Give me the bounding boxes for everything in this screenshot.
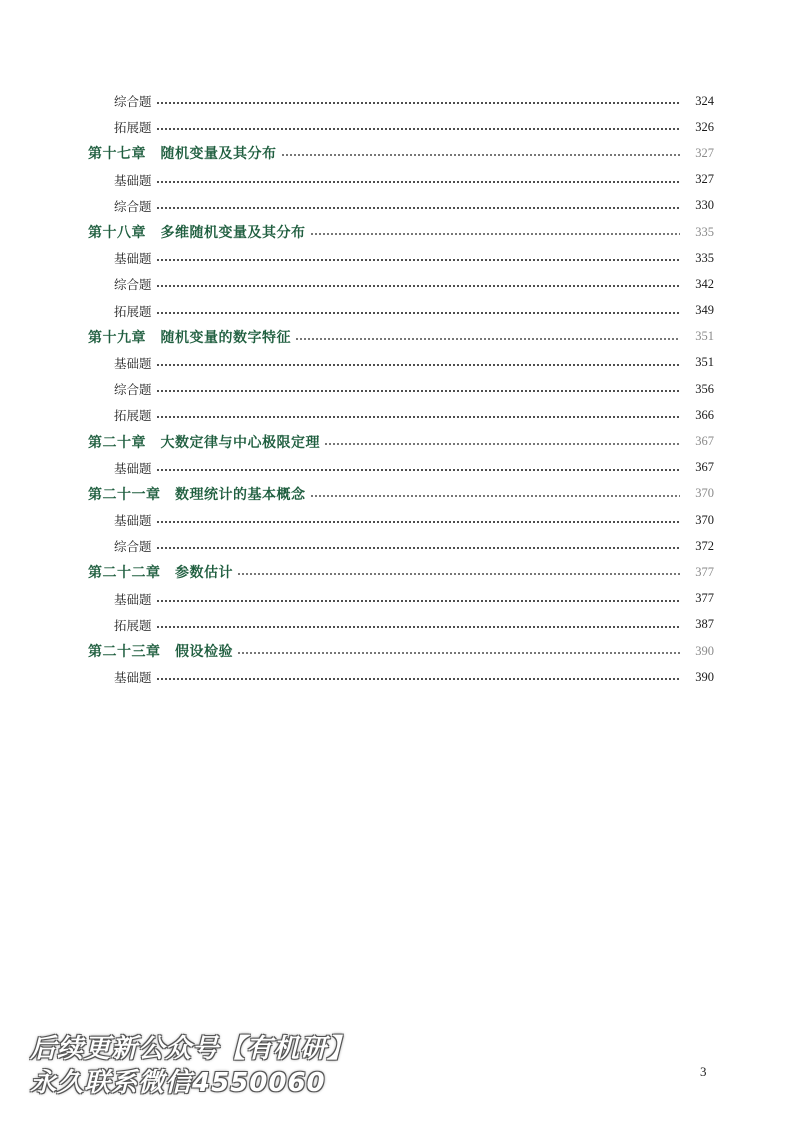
watermark-line-2: 永久联系微信4550060 (30, 1068, 326, 1098)
toc-entry-page-number: 342 (695, 276, 714, 291)
toc-entry-page-number: 351 (695, 355, 714, 370)
toc-section-entry[interactable] (0, 114, 800, 140)
dot-leader (156, 390, 680, 392)
toc-entry-title: 第十九章 随机变量的数字特征 (88, 329, 291, 346)
toc-section-entry[interactable] (0, 271, 800, 297)
toc-section-entry[interactable] (0, 350, 800, 376)
toc-entry-page-number: 349 (695, 303, 714, 318)
toc-entry-title: 拓展题 (114, 408, 152, 424)
toc-entry-title: 拓展题 (114, 303, 152, 319)
toc-entry-page-number: 390 (695, 643, 714, 658)
toc-entry-page-number: 370 (695, 486, 714, 501)
dot-leader (310, 495, 681, 497)
toc-entry-page-number: 327 (695, 145, 714, 160)
dot-leader (156, 364, 680, 366)
toc-entry-page-number: 387 (695, 617, 714, 632)
toc-entry-page-number: 356 (695, 381, 714, 396)
toc-entry-title: 基础题 (114, 172, 152, 188)
toc-entry-title: 综合题 (114, 539, 152, 555)
toc-entry-page-number: 324 (695, 93, 714, 108)
dot-leader (237, 652, 680, 654)
toc-entry-title: 第十七章 随机变量及其分布 (88, 146, 277, 163)
toc-chapter-entry[interactable] (0, 324, 800, 350)
toc-entry-title: 基础题 (114, 513, 152, 529)
toc-chapter-entry[interactable] (0, 219, 800, 245)
toc-entry-title: 第二十三章 假设检验 (88, 644, 233, 661)
toc-entry-title: 基础题 (114, 251, 152, 267)
toc-entry-title: 第二十章 大数定律与中心极限定理 (88, 434, 320, 451)
dot-leader (156, 128, 680, 130)
toc-section-entry[interactable] (0, 88, 800, 114)
toc-entry-page-number: 377 (695, 591, 714, 606)
toc-entry-page-number: 366 (695, 407, 714, 422)
dot-leader (310, 233, 681, 235)
page-number: 3 (700, 1064, 707, 1079)
toc-entry-page-number: 372 (695, 538, 714, 553)
toc-entry-title: 综合题 (114, 94, 152, 110)
toc-entry-title: 基础题 (114, 670, 152, 686)
toc-entry-page-number: 351 (695, 329, 714, 344)
dot-leader (156, 521, 680, 523)
toc-entry-title: 拓展题 (114, 617, 152, 633)
toc-section-entry[interactable] (0, 664, 800, 690)
toc-entry-title: 综合题 (114, 277, 152, 293)
toc-entry-page-number: 326 (695, 119, 714, 134)
toc-section-entry[interactable] (0, 167, 800, 193)
toc-section-entry[interactable] (0, 533, 800, 559)
toc-entry-title: 基础题 (114, 460, 152, 476)
toc-section-entry[interactable] (0, 193, 800, 219)
toc-chapter-entry[interactable] (0, 481, 800, 507)
toc-chapter-entry[interactable] (0, 428, 800, 454)
dot-leader (295, 338, 680, 340)
dot-leader (156, 547, 680, 549)
toc-section-entry[interactable] (0, 402, 800, 428)
dot-leader (156, 181, 680, 183)
toc-section-entry[interactable] (0, 586, 800, 612)
toc-section-entry[interactable] (0, 298, 800, 324)
dot-leader (156, 626, 680, 628)
toc-entry-page-number: 367 (695, 434, 714, 449)
dot-leader (156, 416, 680, 418)
dot-leader (156, 312, 680, 314)
toc-section-entry[interactable] (0, 455, 800, 481)
toc-chapter-entry[interactable] (0, 559, 800, 585)
dot-leader (156, 469, 680, 471)
toc-entry-title: 第十八章 多维随机变量及其分布 (88, 225, 306, 242)
toc-entry-title: 综合题 (114, 198, 152, 214)
watermark-overlay (30, 1032, 354, 1100)
toc-entry-title: 基础题 (114, 591, 152, 607)
toc-entry-page-number: 390 (695, 669, 714, 684)
toc-entry-title: 第二十二章 参数估计 (88, 565, 233, 582)
toc-section-entry[interactable] (0, 376, 800, 402)
toc-entry-page-number: 327 (695, 172, 714, 187)
dot-leader (156, 600, 680, 602)
toc-chapter-entry[interactable] (0, 140, 800, 166)
toc-entry-page-number: 367 (695, 460, 714, 475)
dot-leader (156, 259, 680, 261)
toc-entry-title: 拓展题 (114, 120, 152, 136)
table-of-contents (0, 88, 800, 690)
toc-entry-page-number: 377 (695, 564, 714, 579)
toc-entry-title: 第二十一章 数理统计的基本概念 (88, 486, 306, 503)
dot-leader (324, 443, 680, 445)
toc-entry-page-number: 335 (695, 250, 714, 265)
dot-leader (281, 154, 681, 156)
toc-entry-page-number: 370 (695, 512, 714, 527)
toc-chapter-entry[interactable] (0, 638, 800, 664)
toc-section-entry[interactable] (0, 612, 800, 638)
toc-section-entry[interactable] (0, 507, 800, 533)
toc-entry-page-number: 335 (695, 224, 714, 239)
watermark-line-1: 后续更新公众号【有机研】 (30, 1034, 355, 1064)
toc-entry-title: 综合题 (114, 382, 152, 398)
toc-entry-page-number: 330 (695, 198, 714, 213)
dot-leader (156, 207, 680, 209)
dot-leader (156, 285, 680, 287)
toc-entry-title: 基础题 (114, 355, 152, 371)
dot-leader (237, 573, 680, 575)
dot-leader (156, 102, 680, 104)
dot-leader (156, 678, 680, 680)
toc-section-entry[interactable] (0, 245, 800, 271)
